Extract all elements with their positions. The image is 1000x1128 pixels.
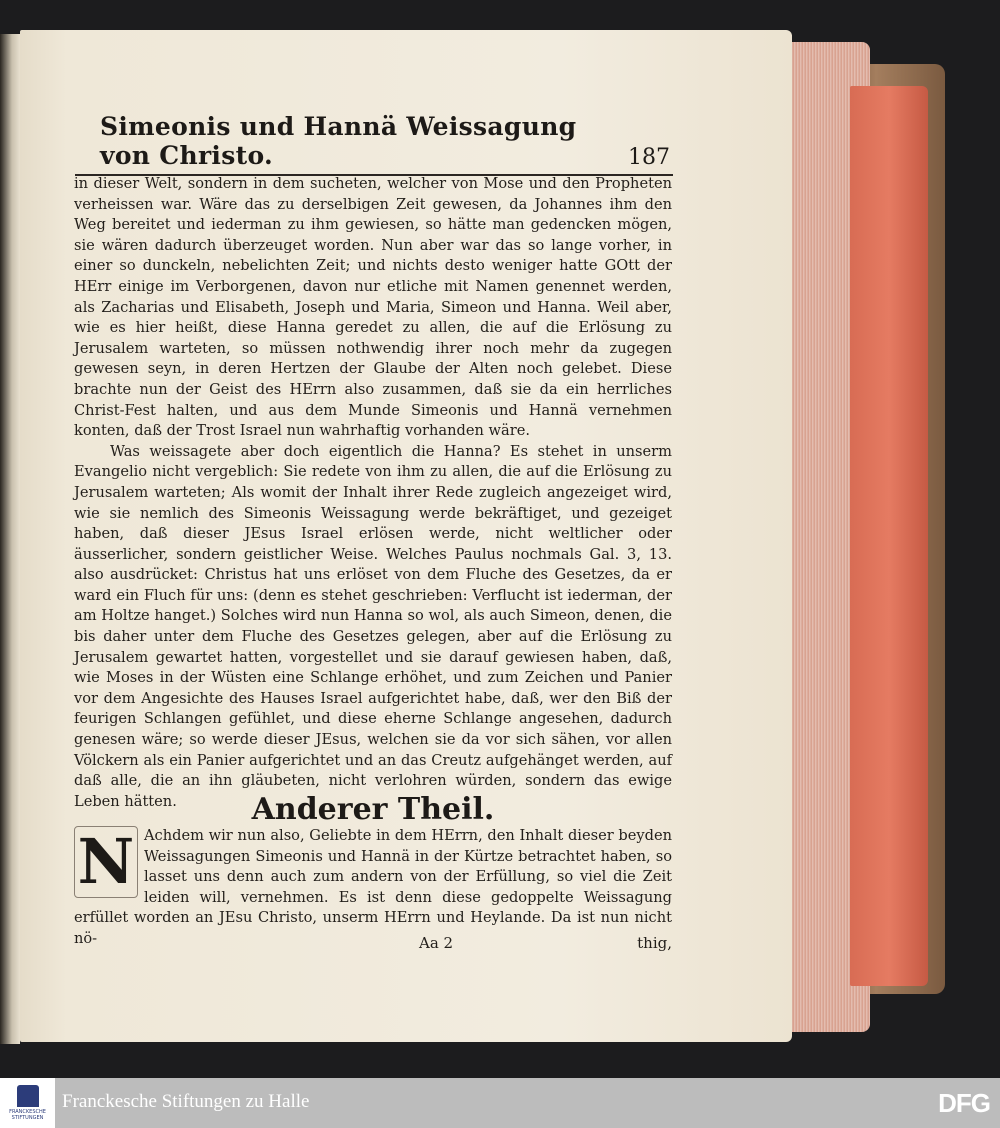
paragraph: Was weissagete aber doch eigentlich die Hanna? Es stehet in unserm Evangelio nicht vergeblich: Sie redete von ihm zu allen, die auf die Erlösung zu Jerusalem warteten; Als womit der Inhalt ihrer Rede zugleich angezeiget wird, wie sie nemlich des Simeonis Weissagung werde bekräftiget, und gezeiget haben, daß dieser JEsus Israel erlösen werde, nicht weltlicher oder äusserlicher, sondern geistlicher Weise. Welches Paulus nochmals Gal. 3, 13. also ausdrücket: Christus hat uns erlöset von dem Fluche des Gesetzes, da er ward ein Fluch für uns: (denn es stehet geschrieben: Verflucht ist iederman, der am Holtze hanget.) Solches wird nun Hanna so wol, als auch Simeon, denen, die bis daher unter dem Fluche des Gesetzes gelegen, aber auf die Erlösung zu Jerusalem gewartet hatten, vorgestellet und sie darauf gewiesen haben, daß, wie Moses in der Wüsten eine Schlange erhöhet, und zum Zeichen und Panier vor dem Angesichte des Hauses Israel aufgerichtet habe, daß, wer den Biß der feurigen Schlangen gefühlet, und diese eherne Schlange angesehen, dadurch genesen wäre; so werde dieser JEsus, welchen sie da vor sich sähen, vor allen Völckern als ein Panier aufgerichtet und an das Creutz aufgehänget werden, auf daß alle, die an ihn gläubeten, nicht verlohren würden, sondern das ewige Leben hätten.	[74, 442, 672, 810]
page-number: 187	[628, 145, 670, 170]
body-text	[74, 174, 672, 812]
section-paragraph: Achdem wir nun also, Geliebte in dem HErrn, den Inhalt dieser beyden Weissagungen Simeonis und Hannä in der Kürtze betrachtet haben, so lasset uns denn auch zum andern von der Erfüllung, so viel die Zeit leiden will, vernehmen. Es ist denn diese gedoppelte Weissagung erfüllet worden an JEsu Christo, unserm HErrn und Heylande. Da ist nun nicht nö-	[74, 827, 672, 947]
red-page-edge	[850, 86, 928, 986]
section-heading: Anderer Theil.	[251, 792, 495, 827]
dfg-logo[interactable]: DFG	[938, 1088, 990, 1118]
paragraph: in dieser Welt, sondern in dem sucheten, welcher von Mose und den Propheten verheissen war. Wäre das zu derselbigen Zeit gewesen, da Johannes ihm den Weg bereitet und iederman zu ihm gewiesen, so hätte man gedencken mögen, sie wären dadurch überzeuget worden. Nun aber war das so lange vorher, in einer so dunckeln, nebelichten Zeit; und nichts desto weniger hatte GOtt der HErr einige im Verborgenen, davon nur etliche mit Namen genennet werden, als Zacharias und Elisabeth, Joseph und Maria, Simeon und Hanna. Weil aber, wie es hier heißt, diese Hanna geredet zu allen, die auf die Erlösung zu Jerusalem warteten, so müssen nothwendig ihrer noch mehr da zugegen gewesen seyn, in deren Hertzen der Glaube der Alten noch gelebet. Diese brachte nun der Geist des HErrn also zusammen, daß sie da ein herrliches Christ-Fest halten, und aus dem Munde Simeonis und Hannä vernehmen konten, daß der Trost Israel nun wahrhaftig vorhanden wäre.	[74, 175, 672, 440]
previous-page-edge	[0, 34, 20, 1044]
running-title: Simeonis und Hannä Weissagung von Christo.	[100, 112, 577, 170]
footer-bar	[0, 1078, 1000, 1128]
institution-name[interactable]: Franckesche Stiftungen zu Halle	[62, 1091, 310, 1112]
section-body	[74, 826, 672, 950]
franckesche-logo[interactable]	[0, 1078, 55, 1128]
book-page	[20, 30, 792, 1042]
logo-text: FRANCKESCHE STIFTUNGEN	[9, 1109, 46, 1121]
signature-mark: Aa 2	[419, 934, 454, 952]
running-head	[100, 90, 670, 170]
drop-cap: N	[74, 826, 138, 898]
signature-line	[74, 934, 672, 958]
building-icon	[17, 1085, 39, 1107]
catchword: thig,	[637, 934, 672, 952]
